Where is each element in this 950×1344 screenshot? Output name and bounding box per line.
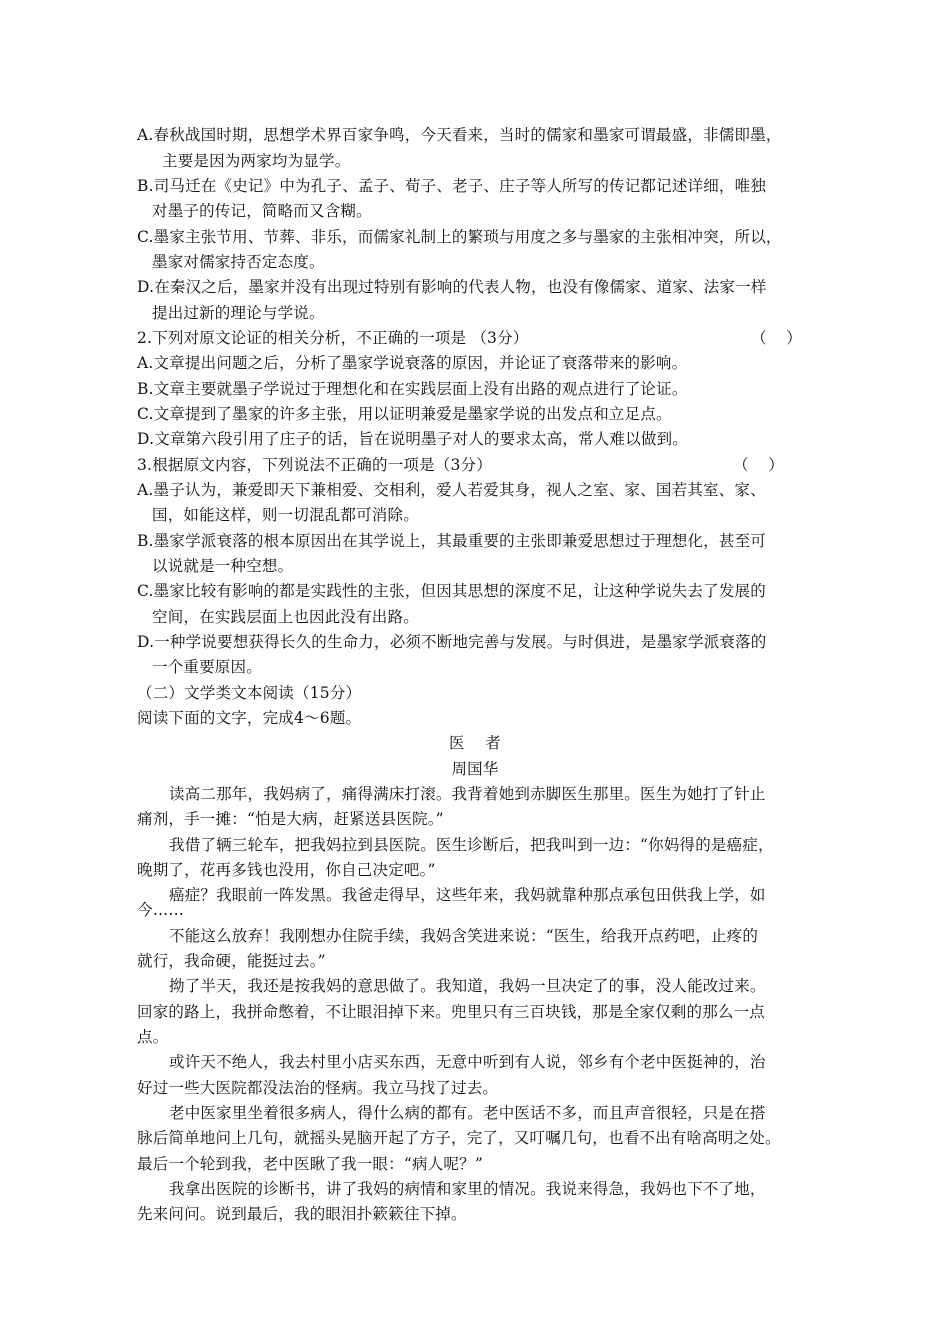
story-paragraph-8-line1: 我拿出医院的诊断书，讲了我妈的病情和家里的情况。我说来得急，我妈也下不了地， [169,1180,766,1198]
story-author: 周国华 [451,760,499,778]
story-paragraph-6-line2: 好过一些大医院都没法治的怪病。我立马找了过去。 [137,1079,499,1097]
story-paragraph-7-line3: 最后一个轮到我，老中医瞅了我一眼：“病人呢？” [137,1155,483,1173]
section-heading: （二）文学类文本阅读（15分） [137,684,362,702]
q2-answer-blank: （ ） [751,329,802,347]
q1-option-c-line2: 墨家对儒家持否定态度。 [152,253,325,271]
q2-option-d: D.文章第六段引用了庄子的话，旨在说明墨子对人的要求太高，常人难以做到。 [137,430,689,448]
story-paragraph-1-line1: 读高二那年，我妈病了，痛得满床打滚。我背着她到赤脚医生那里。医生为她打了针止 [169,785,766,803]
q1-option-d-line2: 提出过新的理论与学说。 [152,304,325,322]
q1-option-b-line2: 对墨子的传记，简略而又含糊。 [152,202,372,220]
story-paragraph-6-line1: 或许天不绝人，我去村里小店买东西，无意中听到有人说，邻乡有个老中医挺神的，治 [169,1053,766,1071]
q1-option-b-line1: B.司马迁在《史记》中为孔子、孟子、荀子、老子、庄子等人所写的传记都记述详细，唯独 [137,177,767,195]
story-paragraph-8-line2: 先来问问。说到最后，我的眼泪扑簌簌往下掉。 [137,1205,467,1223]
q3-option-a-line2: 国，如能这样，则一切混乱都可消除。 [152,506,419,524]
story-paragraph-4-line2: 就行，我命硬，能挺过去。” [137,952,326,970]
story-paragraph-1-line2: 痛剂，手一摊：“怕是大病，赶紧送县医院。” [137,810,444,828]
reading-instruction: 阅读下面的文字，完成4～6题。 [137,709,362,727]
q2-option-c: C.文章提到了墨家的许多主张，用以证明兼爱是墨家学说的出发点和立足点。 [137,405,672,423]
q2-option-a: A.文章提出问题之后，分析了墨家学说衰落的原因，并论证了衰落带来的影响。 [137,354,688,372]
story-paragraph-3-line1: 癌症？我眼前一阵发黑。我爸走得早，这些年来，我妈就靠种那点承包田供我上学，如 [169,886,766,904]
q2-option-b: B.文章主要就墨子学说过于理想化和在实践层面上没有出路的观点进行了论证。 [137,380,688,398]
q3-option-a-line1: A.墨子认为，兼爱即天下兼相爱、交相利，爱人若爱其身，视人之室、家、国若其室、家、 [137,481,766,499]
q1-option-a-line2: 主要是因为两家均为显学。 [162,152,351,170]
story-paragraph-5-line1: 拗了半天，我还是按我妈的意思做了。我知道，我妈一旦决定了的事，没人能改过来。 [169,977,766,995]
q2-stem: 2.下列对原文论证的相关分析，不正确的一项是 （3分） [137,329,529,347]
story-paragraph-2-line2: 晚期了，花再多钱也没用，你自己决定吧。” [137,861,436,879]
q1-option-a-line1: A.春秋战国时期，思想学术界百家争鸣，今天看来，当时的儒家和墨家可谓最盛，非儒即墨， [137,126,782,144]
q3-stem: 3.根据原文内容，下列说法不正确的一项是（3分） [137,456,492,474]
q1-option-c-line1: C.墨家主张节用、节葬、非乐，而儒家礼制上的繁琐与用度之多与墨家的主张相冲突，所以， [137,228,782,246]
q3-option-b-line1: B.墨家学派衰落的根本原因出在其学说上，其最重要的主张即兼爱思想过于理想化，甚至可 [137,532,767,550]
q3-answer-blank: （ ） [733,456,784,474]
story-paragraph-5-line3: 点。 [137,1028,169,1046]
story-paragraph-5-line2: 回家的路上，我拼命憋着，不让眼泪掉下来。兜里只有三百块钱，那是全家仅剩的那么一点 [137,1003,766,1021]
q3-option-b-line2: 以说就是一种空想。 [152,557,294,575]
story-title: 医 者 [449,734,501,752]
story-paragraph-3-line2: 今…… [137,901,185,919]
q3-option-c-line1: C.墨家比较有影响的都是实践性的主张，但因其思想的深度不足，让这种学说失去了发展的 [137,582,766,600]
q3-option-d-line1: D.一种学说要想获得长久的生命力，必须不断地完善与发展。与时俱进，是墨家学派衰落的 [137,633,767,651]
q3-option-d-line2: 一个重要原因。 [152,658,262,676]
story-paragraph-2-line1: 我借了辆三轮车，把我妈拉到县医院。医生诊断后，把我叫到一边：“你妈得的是癌症， [169,836,774,854]
q1-option-d-line1: D.在秦汉之后，墨家并没有出现过特别有影响的代表人物，也没有像儒家、道家、法家一样 [137,278,767,296]
story-paragraph-7-line2: 脉后简单地问上几句，就摇头晃脑开起了方子，完了，又叮嘱几句，也看不出有啥高明之处。 [137,1129,781,1147]
story-paragraph-7-line1: 老中医家里坐着很多病人，得什么病的都有。老中医话不多，而且声音很轻，只是在搭 [169,1104,766,1122]
story-paragraph-4-line1: 不能这么放弃！我刚想办住院手续，我妈含笑进来说：“医生，给我开点药吧，止疼的 [169,927,759,945]
q3-option-c-line2: 空间，在实践层面上也因此没有出路。 [152,608,419,626]
